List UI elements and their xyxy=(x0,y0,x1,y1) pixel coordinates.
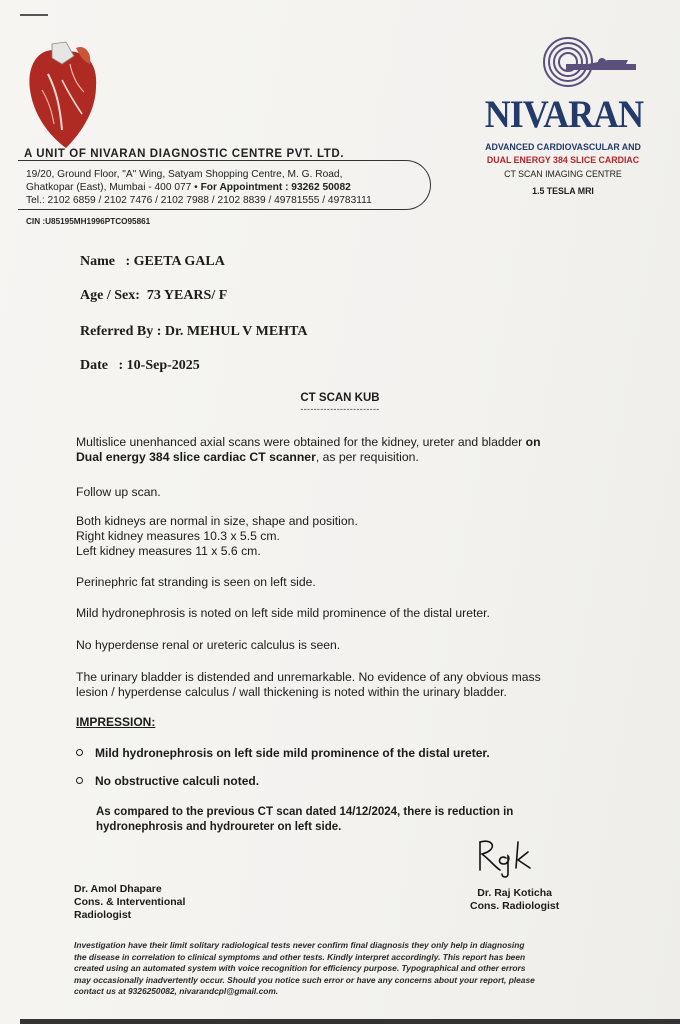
kidneys-line-2: Right kidney measures 10.3 x 5.5 cm. xyxy=(76,529,280,543)
date-label: Date xyxy=(80,358,108,373)
bullet-circle-icon xyxy=(76,749,83,756)
technique-line-2 xyxy=(76,450,581,465)
address-locality: Ghatkopar (East), Mumbai - 400 077 • xyxy=(26,182,201,193)
disclaimer-line-4: may occasionally inadvertently occur. Should you notice such error or have any concerns about your report, please xyxy=(74,974,535,985)
referred-by xyxy=(80,324,308,340)
disclaimer-line-1: Investigation have their limit solitary radiological tests never confirm final diagnosis they only help in diagnosing xyxy=(74,940,525,950)
brand-name: NIVARAN xyxy=(484,93,644,136)
findings-hydronephrosis: Mild hydronephrosis is noted on left side mild prominence of the distal ureter. xyxy=(76,606,490,620)
findings-perinephric: Perinephric fat stranding is seen on left side. xyxy=(76,575,316,589)
kidneys-line-1: Both kidneys are normal in size, shape and position. xyxy=(76,514,358,528)
signatory-right xyxy=(470,887,559,913)
cin-number: CIN :U85195MH1996PTCO95861 xyxy=(26,217,151,226)
technique-bold-on: on xyxy=(525,435,541,449)
findings-technique xyxy=(76,435,581,465)
left-doctor-name: Dr. Amol Dhapare xyxy=(74,883,162,895)
report-title: CT SCAN KUB xyxy=(300,392,380,404)
heart-logo-icon xyxy=(22,34,102,154)
kidneys-line-3: Left kidney measures 11 x 5.6 cm. xyxy=(76,544,261,558)
technique-suffix: , as per requisition. xyxy=(315,450,419,464)
comparison-note xyxy=(96,805,576,835)
impression-item xyxy=(76,746,490,760)
bladder-line-2: lesion / hyperdense calculus / wall thickening is noted within the urinary bladder. xyxy=(76,685,507,699)
address-line-1: 19/20, Ground Floor, "A" Wing, Satyam Shopping Centre, M. G. Road, xyxy=(26,169,343,180)
bullet-circle-icon xyxy=(76,777,83,784)
bottom-edge-bar xyxy=(20,1019,680,1024)
name-value: : GEETA GALA xyxy=(125,254,225,269)
tagline-1: ADVANCED CARDIOVASCULAR AND xyxy=(485,142,641,152)
age-label: Age / Sex: xyxy=(80,288,140,303)
disclaimer xyxy=(74,940,574,998)
referred-label: Referred By : xyxy=(80,324,162,339)
right-doctor-title: Cons. Radiologist xyxy=(470,900,560,912)
findings-kidneys xyxy=(76,514,581,559)
age-value: 73 YEARS/ F xyxy=(146,288,228,303)
technique-line-1 xyxy=(76,435,581,450)
impression-item-text: Mild hydronephrosis on left side mild prominence of the distal ureter. xyxy=(95,746,490,760)
top-edge-mark xyxy=(20,14,48,16)
comparison-line-2: hydronephrosis and hydroureter on left side. xyxy=(96,821,342,833)
right-doctor-name: Dr. Raj Koticha xyxy=(477,887,552,899)
impression-item xyxy=(76,774,259,788)
tagline-3: CT SCAN IMAGING CENTRE xyxy=(504,169,622,179)
findings-calculus: No hyperdense renal or ureteric calculus is seen. xyxy=(76,638,341,652)
scanner-name: Dual energy 384 slice cardiac CT scanner xyxy=(76,450,316,464)
bladder-line-1: The urinary bladder is distended and unremarkable. No evidence of any obvious mass xyxy=(76,670,541,684)
impression-heading: IMPRESSION: xyxy=(76,715,156,729)
name-label: Name xyxy=(80,254,115,269)
handwritten-signature-icon xyxy=(472,836,542,880)
referred-value: Dr. MEHUL V MEHTA xyxy=(164,324,308,339)
appointment-phone: For Appointment : 93262 50082 xyxy=(200,182,351,193)
signatory-left xyxy=(74,883,185,922)
patient-name xyxy=(80,254,225,270)
address-line-2 xyxy=(26,182,351,193)
findings-bladder xyxy=(76,670,581,700)
left-doctor-title-2: Radiologist xyxy=(74,909,132,921)
technique-text: Multislice unenhanced axial scans were obtained for the kidney, ureter and bladder xyxy=(76,435,526,449)
left-doctor-title-1: Cons. & Interventional xyxy=(74,896,186,908)
tagline-4: 1.5 TESLA MRI xyxy=(532,186,594,196)
patient-age-sex xyxy=(80,288,227,304)
disclaimer-line-5: contact us at 9326250082, nivarandcpl@gmail.com. xyxy=(74,986,279,997)
address-line-3-phones: Tel.: 2102 6859 / 2102 7476 / 2102 7988 / 2102 8839 / 49781555 / 49783111 xyxy=(26,195,372,206)
tagline-2: DUAL ENERGY 384 SLICE CARDIAC xyxy=(486,155,640,165)
unit-line: A UNIT OF NIVARAN DIAGNOSTIC CENTRE PVT. LTD. xyxy=(24,148,345,160)
findings-followup: Follow up scan. xyxy=(76,485,161,499)
disclaimer-line-2: the disease in correlation to clinical symptoms and other tests. Kindly interpret accordingly. This report has been xyxy=(74,951,526,962)
date-value: : 10-Sep-2025 xyxy=(118,358,200,373)
comparison-line-1: As compared to the previous CT scan dated 14/12/2024, there is reduction in xyxy=(96,806,514,818)
disclaimer-line-3: created using an automated system with voice recognition for efficiency purpose. Typographical and other errors xyxy=(74,963,526,974)
impression-item-text: No obstructive calculi noted. xyxy=(95,774,260,788)
report-date xyxy=(80,358,200,374)
nivaran-logo-icon xyxy=(528,34,638,94)
title-underline: ------------------------ xyxy=(300,404,380,414)
